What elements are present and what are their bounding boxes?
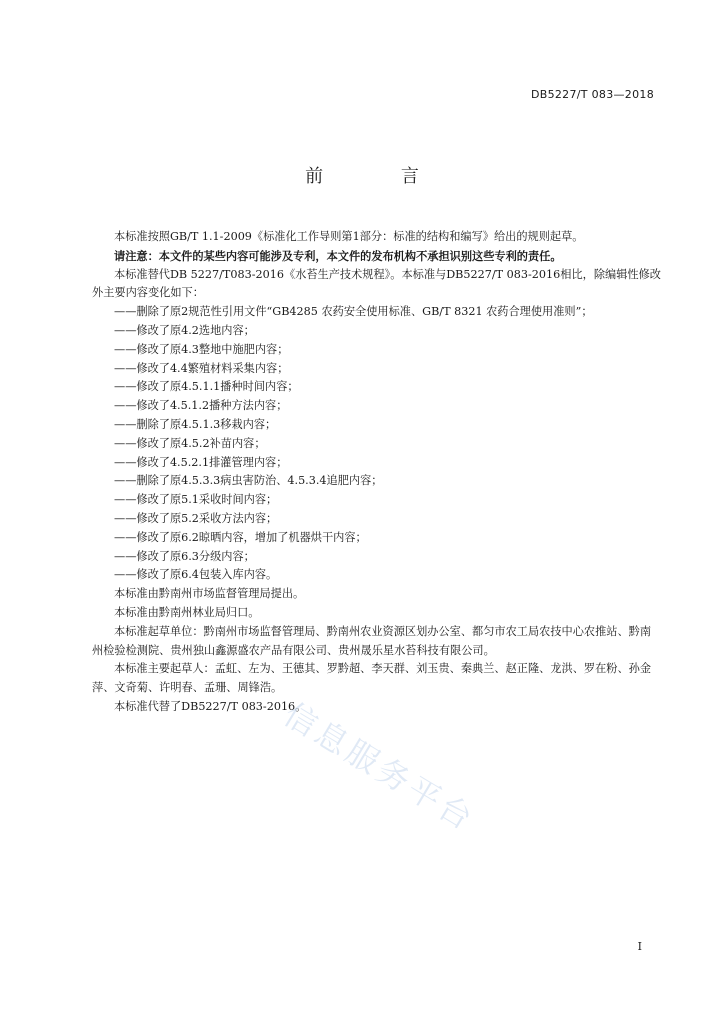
list-item: ——修改了原6.3分级内容； [114,549,255,563]
list-item: ——修改了原6.4包装入库内容。 [114,568,278,582]
list-item: ——修改了原4.5.2补苗内容； [114,436,266,450]
paragraph: 本标准替代DB 5227/T083-2016《水苔生产技术规程》。本标准与DB5227/T 083-2016相比，除编辑性修改外主要内容变化如下： [92,267,661,300]
list-item: ——删除了原2规范性引用文件“GB4285 农药安全使用标准、GB/T 8321 农药合理使用准则”； [114,305,593,319]
list-item: ——修改了原4.2选地内容； [114,323,255,337]
paragraph: 本标准代替了DB5227/T 083-2016。 [114,699,307,713]
list-item: ——修改了原4.3整地中施肥内容； [114,342,289,356]
patent-notice: 请注意：本文件的某些内容可能涉及专利，本文件的发布机构不承担识别这些专利的责任。 [114,248,562,263]
list-item: ——修改了原6.2晾晒内容，增加了机器烘干内容； [114,530,367,544]
document-code: DB5227/T 083—2018 [530,88,654,101]
list-item: ——修改了4.5.2.1排灌管理内容； [114,455,288,469]
paragraph: 本标准起草单位：黔南州市场监督管理局、黔南州农业资源区划办公室、都匀市农工局农技中心农推站、黔南州检验检测院、贵州独山鑫源盛农产品有限公司、贵州晟乐星水苔科技有限公司。 [92,624,652,657]
list-item: ——删除了原4.5.1.3移栽内容； [114,417,277,431]
paragraph: 本标准主要起草人：孟虹、左为、王德其、罗黔超、李天群、刘玉贵、秦典兰、赵正隆、龙洪、罗在粉、孙金萍、文奇菊、许明春、孟珊、周锋浩。 [92,662,652,695]
list-item: ——修改了4.4繁殖材料采集内容； [114,361,289,375]
list-item: ——修改了原4.5.1.1播种时间内容； [114,380,299,394]
watermark: 信息服务平台 [277,695,483,839]
list-item: ——修改了原5.1采收时间内容； [114,493,278,507]
paragraph: 本标准按照GB/T 1.1-2009《标准化工作导则第1部分：标准的结构和编写》给出的规则起草。 [114,230,584,243]
page-title: 前 言 [305,166,455,187]
list-item: ——修改了原5.2采收方法内容； [114,511,278,525]
list-item: ——删除了原4.5.3.3病虫害防治、4.5.3.4追肥内容； [114,474,383,488]
paragraph: 本标准由黔南州林业局归口。 [114,605,260,619]
paragraph: 本标准由黔南州市场监督管理局提出。 [114,587,305,601]
list-item: ——修改了4.5.1.2播种方法内容； [114,399,288,413]
document-body [92,228,662,717]
page-number: I [637,940,642,953]
